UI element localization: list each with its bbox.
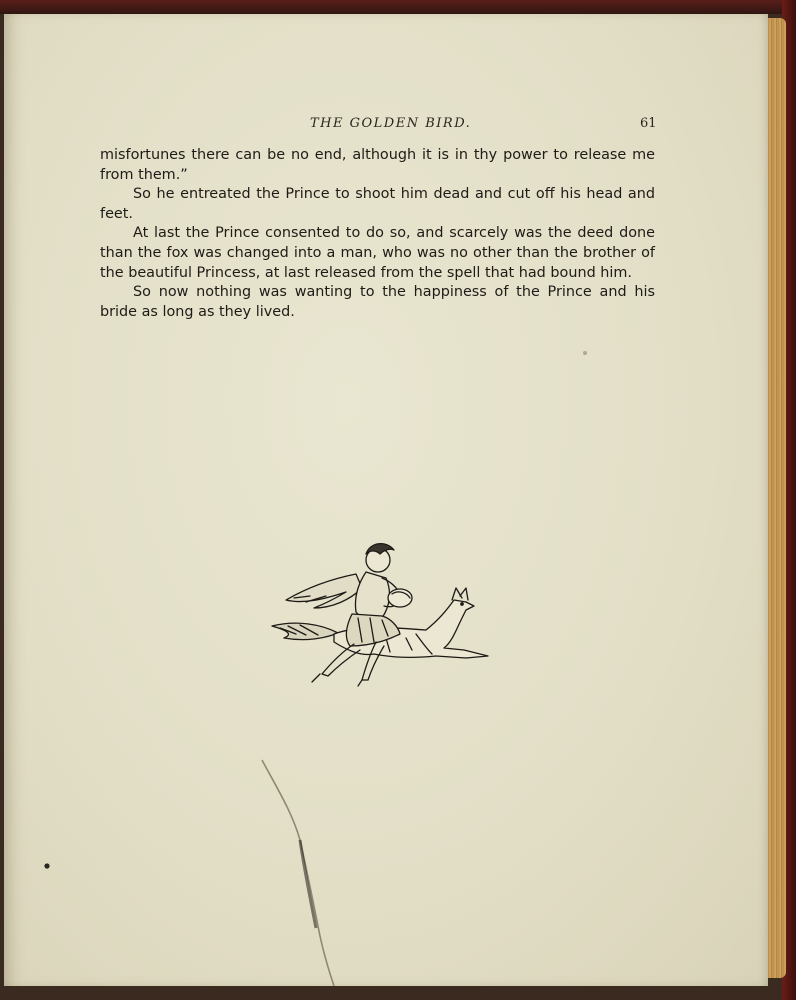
running-head: THE GOLDEN BIRD. — [310, 116, 472, 131]
body-text — [100, 146, 655, 322]
book-cover-top — [0, 0, 796, 14]
paragraph-3: At last the Prince consented to do so, and scarcely was the deed done than the fox was changed into a man, who was no other than the brother of the beautiful Princess, at last released from the spell that had bound him. — [100, 225, 655, 281]
paragraph-2: So he entreated the Prince to shoot him dead and cut off his head and feet. — [100, 186, 655, 222]
paragraph-1: misfortunes there can be no end, although it is in thy power to release me from them.” — [100, 147, 655, 183]
paragraph-4: So now nothing was wanting to the happiness of the Prince and his bride as long as they lived. — [100, 284, 655, 320]
girl-riding-fox-vignette-icon — [266, 538, 496, 688]
page-number: 61 — [640, 116, 657, 131]
